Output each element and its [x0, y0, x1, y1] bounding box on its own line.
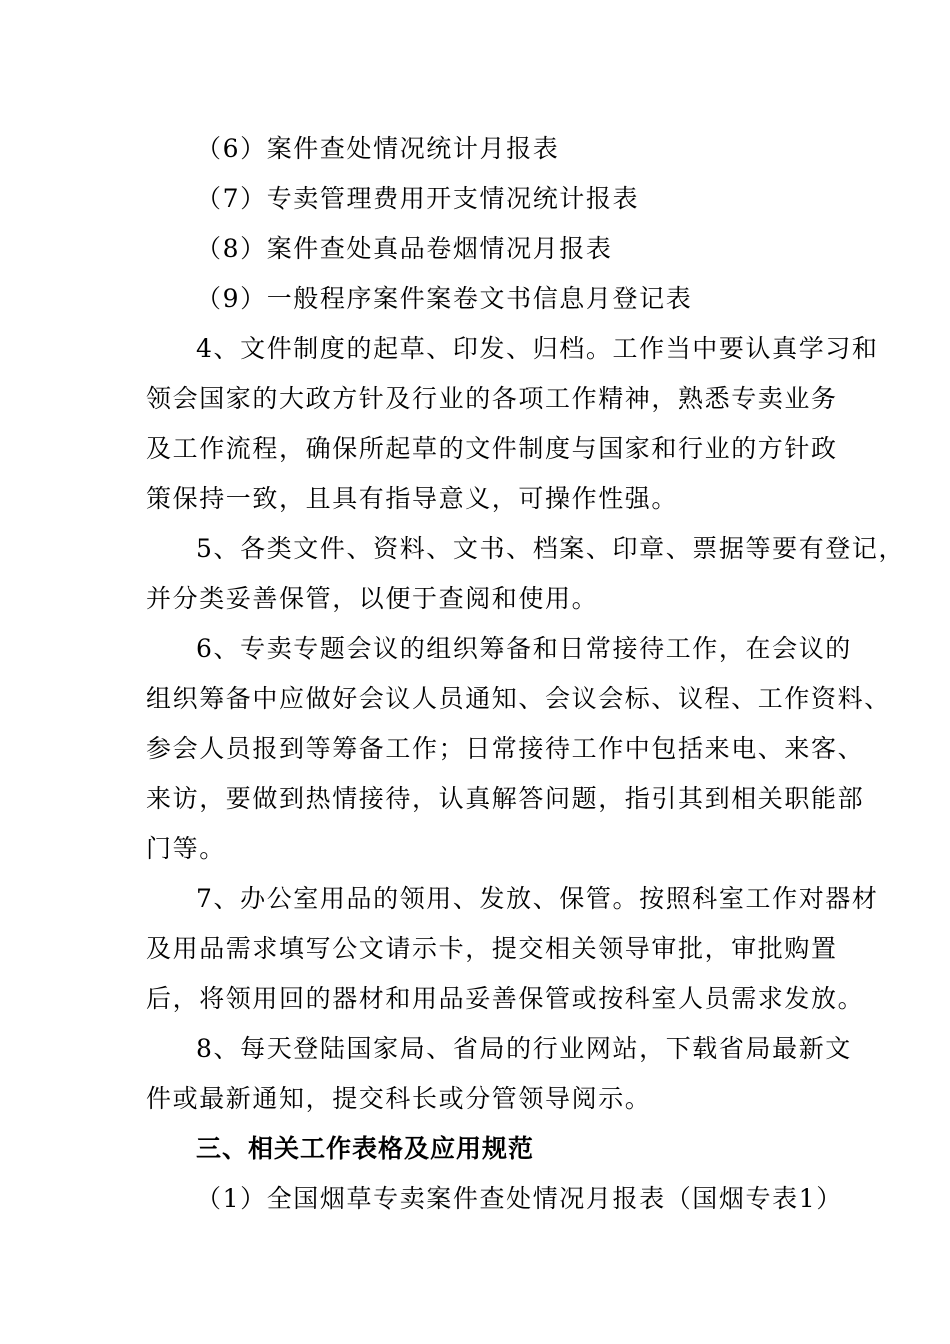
paragraph-4-line-4: 策保持一致，且具有指导意义，可操作性强。 — [146, 484, 679, 513]
section-heading-3: 三、相关工作表格及应用规范 — [196, 1134, 535, 1163]
paragraph-6-line-5: 门等。 — [146, 834, 226, 863]
paragraph-7-line-3: 后，将领用回的器材和用品妥善保管或按科室人员需求发放。 — [146, 984, 865, 1013]
list-item-9: （9）一般程序案件案卷文书信息月登记表 — [196, 284, 693, 313]
list-item-7: （7）专卖管理费用开支情况统计报表 — [196, 184, 640, 213]
paragraph-5-line-1: 5、各类文件、资料、文书、档案、印章、票据等要有登记， — [196, 534, 906, 563]
paragraph-6-line-2: 组织筹备中应做好会议人员通知、会议会标、议程、工作资料、 — [146, 684, 891, 713]
paragraph-6-line-4: 来访，要做到热情接待，认真解答问题，指引其到相关职能部 — [146, 784, 865, 813]
paragraph-8-line-1: 8、每天登陆国家局、省局的行业网站，下载省局最新文 — [196, 1034, 852, 1063]
paragraph-7-line-2: 及用品需求填写公文请示卡，提交相关领导审批，审批购置 — [146, 934, 838, 963]
paragraph-4-line-3: 及工作流程，确保所起草的文件制度与国家和行业的方针政 — [146, 434, 838, 463]
paragraph-4-line-2: 领会国家的大政方针及行业的各项工作精神，熟悉专卖业务 — [146, 384, 838, 413]
paragraph-6-line-1: 6、专卖专题会议的组织筹备和日常接待工作，在会议的 — [196, 634, 852, 663]
paragraph-4-line-1: 4、文件制度的起草、印发、归档。工作当中要认真学习和 — [196, 334, 879, 363]
list-item-6: （6）案件查处情况统计月报表 — [196, 134, 560, 163]
paragraph-5-line-2: 并分类妥善保管，以便于查阅和使用。 — [146, 584, 599, 613]
paragraph-8-line-2: 件或最新通知，提交科长或分管领导阅示。 — [146, 1084, 652, 1113]
table-item-1: （1）全国烟草专卖案件查处情况月报表（国烟专表1） — [196, 1184, 843, 1213]
paragraph-6-line-3: 参会人员报到等筹备工作；日常接待工作中包括来电、来客、 — [146, 734, 865, 763]
paragraph-7-line-1: 7、办公室用品的领用、发放、保管。按照科室工作对器材 — [196, 884, 879, 913]
list-item-8: （8）案件查处真品卷烟情况月报表 — [196, 234, 613, 263]
